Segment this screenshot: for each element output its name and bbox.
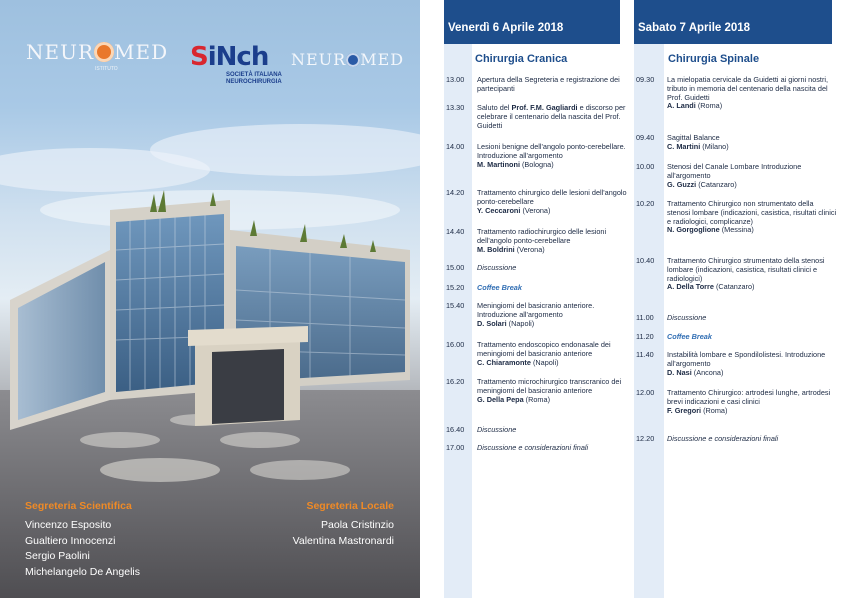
day2-title: Sabato 7 Aprile 2018: [638, 22, 751, 34]
coffee-break-label: Coffee Break: [477, 283, 522, 292]
entry-text: Instabilità lombare e Spondilolistesi. Introduzione all'argomento: [667, 350, 826, 368]
entry-description: [667, 389, 837, 415]
day1-session-title: Chirurgia Cranica: [475, 53, 568, 65]
speaker-city: (Napoli): [508, 318, 535, 328]
speaker-name: G. Della Pepa: [477, 394, 524, 404]
entry-time: 13.00: [446, 75, 465, 84]
entry-description: [477, 341, 629, 367]
entry-time: 09.40: [636, 133, 655, 142]
speaker-name: N. Gorgoglione: [667, 225, 720, 235]
entry-time: 15.00: [446, 263, 465, 272]
entry-time: 09.30: [636, 75, 655, 84]
entry-description: [667, 76, 837, 111]
speaker-name: C. Martini: [667, 141, 701, 151]
speaker-city: (Ancona): [693, 367, 724, 377]
programme-panel: [420, 0, 844, 598]
entry-text: Apertura della Segreteria e registrazione dei partecipanti: [477, 75, 620, 93]
entry-description: [477, 426, 629, 435]
day1-time-column: [444, 44, 472, 598]
entry-time: 14.20: [446, 188, 465, 197]
entry-time: 16.40: [446, 425, 465, 434]
segreteria-scientifica-list: [25, 518, 140, 580]
list-item: Paola Cristinzio: [321, 519, 394, 531]
entry-time: 10.40: [636, 256, 655, 265]
entry-text: e discorso per celebrare il centenario della nascita del Prof. Guidetti: [477, 103, 626, 130]
speaker-city: (Roma): [697, 101, 723, 111]
cover-photo-panel: [0, 0, 420, 598]
entry-time: 16.00: [446, 340, 465, 349]
speaker-city: (Roma): [525, 394, 550, 404]
entry-time: 15.40: [446, 301, 465, 310]
entry-text-prefix: Saluto del: [477, 103, 512, 112]
entry-text: Trattamento endoscopico endonasale dei meningiomi del basicranio anteriore: [477, 340, 611, 358]
entry-description: [667, 435, 837, 444]
speaker-name: M. Boldrini: [477, 244, 515, 254]
entry-description: [477, 228, 629, 254]
neuromed-logo-left: NEUR MED: [26, 40, 169, 64]
segreteria-scientifica-title: Segreteria Scientifica: [25, 500, 132, 512]
speaker-name: G. Guzzi: [667, 179, 697, 189]
segreteria-locale-title: Segreteria Locale: [306, 500, 394, 512]
entry-text: Stenosi del Canale Lombare Introduzione all'argomento: [667, 162, 802, 180]
day2-session-title: Chirurgia Spinale: [668, 53, 760, 65]
speaker-name: A. Della Torre: [667, 282, 714, 292]
list-item: Vincenzo Esposito: [25, 519, 112, 531]
entry-time: 11.40: [636, 350, 654, 359]
entry-description: [477, 76, 629, 94]
speaker-name: D. Solari: [477, 318, 507, 328]
speaker-name: M. Martinoni: [477, 159, 520, 169]
entry-text: Sagittal Balance: [667, 133, 720, 142]
discussion-label: Discussione e considerazioni finali: [477, 443, 589, 452]
discussion-label: Discussione: [667, 313, 707, 322]
entry-time: 10.00: [636, 162, 655, 171]
list-item: Valentina Mastronardi: [292, 534, 394, 547]
entry-description: [667, 163, 837, 189]
list-item: Sergio Paolini: [25, 550, 90, 562]
list-item: Michelangelo De Angelis: [25, 565, 140, 578]
speaker-city: (Milano): [702, 141, 729, 151]
entry-description: [477, 143, 629, 169]
speaker-city: (Catanzaro): [715, 282, 755, 292]
entry-text: Trattamento radiochirurgico delle lesioni dell'angolo ponto-cerebellare: [477, 227, 607, 245]
sinch-logo: SiNch SOCIETÀ ITALIANA NEUROCHIRURGIA: [190, 42, 268, 72]
day1-title: Venerdì 6 Aprile 2018: [448, 22, 564, 34]
entry-text: Trattamento chirurgico delle lesioni dell'angolo ponto-cerebellare: [477, 188, 627, 206]
entry-description: [477, 104, 629, 130]
speaker-name: F. Gregori: [667, 405, 702, 415]
neuromed-globe-icon: [94, 42, 114, 62]
entry-time: 10.20: [636, 199, 655, 208]
speaker-name: C. Chiaramonte: [477, 357, 531, 367]
entry-time: 12.20: [636, 434, 655, 443]
speaker-city: (Verona): [522, 205, 551, 215]
entry-time: 11.20: [636, 332, 654, 341]
coffee-break-label: Coffee Break: [667, 332, 712, 341]
entry-time: 14.00: [446, 142, 465, 151]
neuromed-globe-icon: [346, 53, 360, 67]
speaker-city: (Verona): [516, 244, 545, 254]
entry-text: La mielopatia cervicale da Guidetti ai giorni nostri, tributo in memoria del centenario della nascita del Prof. Guidetti: [667, 75, 829, 102]
entry-time: 13.30: [446, 103, 465, 112]
entry-description: [667, 134, 837, 152]
sinch-tagline: SOCIETÀ ITALIANA NEUROCHIRURGIA: [226, 72, 282, 85]
entry-description: [477, 444, 629, 453]
entry-description: [667, 351, 837, 377]
entry-time: 11.00: [636, 313, 654, 322]
speaker-city: (Napoli): [532, 357, 559, 367]
speaker-city: (Messina): [721, 225, 754, 235]
neuromed-logo-subtitle: ISTITUTO: [95, 66, 118, 72]
discussion-label: Discussione: [477, 263, 517, 272]
entry-text: Trattamento Chirurgico: artrodesi lunghe, artrodesi brevi indicazioni e casi clinici: [667, 388, 831, 406]
entry-text: Meningiomi del basicranio anteriore. Introduzione all'argomento: [477, 301, 595, 319]
entry-description: [477, 189, 629, 215]
entry-text: Trattamento Chirurgico strumentato della stenosi lombare (indicazioni, casistica, risultati clinici e radiologici): [667, 256, 825, 283]
entry-time: 14.40: [446, 227, 465, 236]
entry-description: [477, 302, 629, 328]
neuromed-logo-right: NEUR MED: [291, 50, 405, 69]
speaker-name: D. Nasi: [667, 367, 692, 377]
entry-highlight: Prof. F.M. Gagliardi: [511, 103, 578, 112]
entry-text: Lesioni benigne dell'angolo ponto-cerebellare. Introduzione all'argomento: [477, 142, 626, 160]
entry-time: 17.00: [446, 443, 465, 452]
entry-description: [667, 314, 837, 323]
entry-time: 15.20: [446, 283, 465, 292]
entry-description: [477, 284, 629, 293]
speaker-city: (Catanzaro): [698, 179, 737, 189]
segreteria-locale-list: [293, 518, 394, 549]
entry-text: Trattamento microchirurgico transcranico dei meningiomi del basicranio anteriore: [477, 377, 622, 395]
entry-description: [477, 378, 629, 404]
entry-text: Trattamento Chirurgico non strumentato della stenosi lombare (indicazioni, casistica, risultati clinici e radiologici, complicanze): [667, 199, 837, 226]
entry-description: [667, 333, 837, 342]
discussion-label: Discussione: [477, 425, 517, 434]
entry-description: [667, 200, 837, 235]
entry-description: [667, 257, 837, 292]
entry-description: [477, 264, 629, 273]
entry-time: 12.00: [636, 388, 655, 397]
speaker-city: (Roma): [703, 405, 728, 415]
speaker-city: (Bologna): [522, 159, 554, 169]
list-item: Gualtiero Innocenzi: [25, 534, 116, 547]
speaker-name: A. Landi: [667, 101, 696, 111]
speaker-name: Y. Ceccaroni: [477, 205, 521, 215]
sponsor-logos: [0, 30, 420, 90]
entry-time: 16.20: [446, 377, 465, 386]
discussion-label: Discussione e considerazioni finali: [667, 434, 779, 443]
